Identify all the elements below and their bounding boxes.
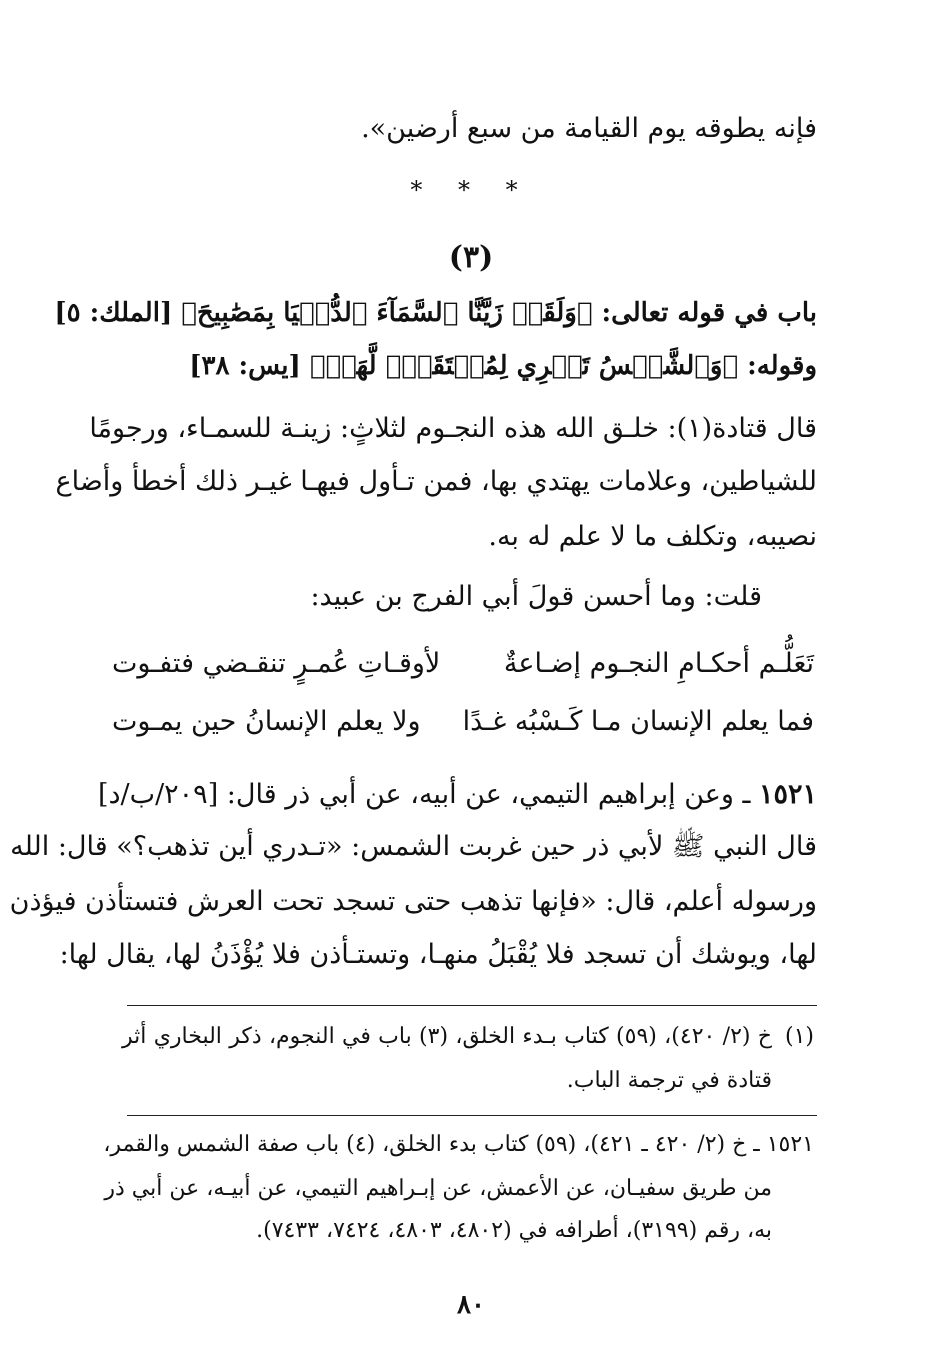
section-divider-stars: * * * [410,176,532,204]
poem-verse2-first-hemistich: فما يعلم الإنسان مـا كَـسْبُه غـدًا [462,706,814,737]
footnote-1-line2: قتادة في ترجمة الباب. [566,1068,772,1093]
hadith-1521-line1-text: ـ وعن إبراهيم التيمي، عن أبيه، عن أبي ذر قال: [٢٠٩/ب/د] [98,779,751,810]
footnote-2-line3: به، رقم (٣١٩٩)، أطرافه في (٤٨٠٢، ٤٨٠٣، ٧٤٢٤، ٧٤٣٣). [256,1218,772,1243]
hadith-1521-line1 [98,778,817,812]
hadith-1521-line2: قال النبي ﷺ لأبي ذر حين غربت الشمس: «تـدري أين تذهب؟» قال: الله [10,831,817,862]
poem-verse2-second-hemistich: ولا يعلم الإنسانُ حين يمـوت [112,706,421,737]
footnote-1-marker: (١) [784,1024,814,1049]
paragraph-qatada-line2: للشياطين، وعلامات يهتدي بها، فمن تـأول فيهـا غيـر ذلك أخطأ وأضاع [55,466,817,497]
footnote-separator-1 [127,1005,817,1006]
footnote-2-line2: من طريق سفيـان، عن الأعمش، عن إبـراهيم التيمي، عن أبيـه، عن أبي ذر [104,1176,772,1201]
paragraph-poem-intro: قلت: وما أحسن قولَ أبي الفرج بن عبيد: [310,581,762,612]
footnote-2-line1: ١٥٢١ ـ خ (٢/ ٤٢٠ ـ ٤٢١)، (٥٩) كتاب بدء الخلق، (٤) باب صفة الشمس والقمر، [103,1132,814,1157]
poem-verse1-first-hemistich: تَعَلُّـم أحكـامِ النجـوم إضـاعةٌ [503,648,814,679]
hadith-1521-line3: ورسوله أعلم، قال: «فإنها تذهب حتى تسجد تحت العرش فتستأذن فيؤذن [9,886,817,917]
footnote-separator-2 [127,1115,817,1116]
chapter-heading-line2: وقوله: ﴿وَٱلشَّمۡسُ تَجۡرِي لِمُسۡتَقَرّٖ لَّهَاۚ﴾ [يس: ٣٨] [189,351,817,381]
hadith-1521-line4: لها، ويوشك أن تسجد فلا يُقْبَلُ منهـا، وتستـأذن فلا يُؤْذَنُ لها، يقال لها: [59,939,817,970]
page-number: ٨٠ [457,1290,485,1320]
chapter-heading-line1: باب في قوله تعالى: ﴿وَلَقَدۡ زَيَّنَّا ٱلسَّمَآءَ ٱلدُّنۡيَا بِمَصَٰبِيحَ﴾ [الملك: ٥] [54,298,817,328]
continuation-line: فإنه يطوقه يوم القيامة من سبع أرضين». [361,113,817,144]
hadith-number: ١٥٢١ [758,779,817,810]
paragraph-qatada-line3: نصيبه، وتكلف ما لا علم له به. [488,521,817,552]
section-number: (٣) [448,240,494,275]
paragraph-qatada-line1: قال قتادة(١): خلـق الله هذه النجـوم لثلاثٍ: زينـة للسمـاء، ورجومًا [89,413,817,444]
poem-verse1-second-hemistich: لأوقـاتِ عُمـرٍ تنقـضي فتفـوت [112,648,441,679]
footnote-1-line1: خ (٢/ ٤٢٠)، (٥٩) كتاب بـدء الخلق، (٣) باب في النجوم، ذكر البخاري أثر [122,1024,772,1049]
